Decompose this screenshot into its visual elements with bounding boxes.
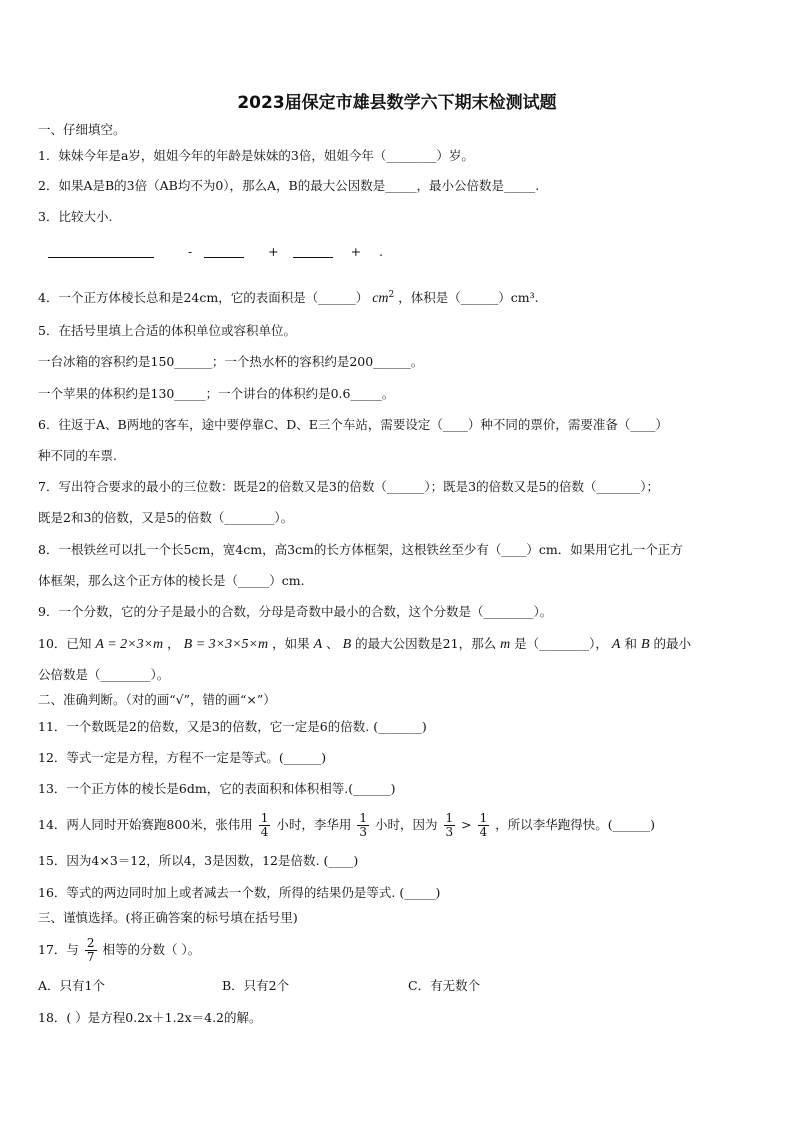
plus-sign: +: [350, 244, 362, 259]
denominator: 4: [479, 825, 488, 839]
question-10-continued: 公倍数是（________）。: [38, 667, 170, 682]
denominator: 7: [86, 950, 95, 964]
option-b: B．只有2个: [222, 978, 290, 993]
q10-text: 、: [326, 636, 339, 651]
question-5: 5．在括号里填上合适的体积单位或容积单位。: [38, 323, 296, 338]
q10-text: 的最大公因数是21，那么: [355, 636, 497, 651]
question-3-comparison-row: [48, 244, 383, 260]
section-2-heading: 二、准确判断。（对的画“√”，错的画“×”）: [38, 692, 276, 707]
fraction: [478, 812, 490, 839]
fraction: [357, 812, 369, 839]
section-3-heading: 三、谨慎选择。(将正确答案的标号填在括号里): [38, 910, 298, 925]
question-12: 12．等式一定是方程，方程不一定是等式。(______): [38, 750, 327, 765]
numerator: 1: [445, 811, 454, 825]
question-1: 1．妹妹今年是a岁，姐姐今年的年龄是妹妹的3倍，姐姐今年（________）岁。: [38, 148, 474, 163]
var-b: B: [640, 637, 650, 652]
unit-exponent: 2: [388, 290, 395, 300]
plus-sign: +: [268, 244, 279, 259]
question-8: 8．一根铁丝可以扎一个长5cm，宽4cm，高3cm的长方体框架，这根铁丝至少有（____）cm．如果用它扎一个正方: [38, 542, 683, 557]
question-5-line-a: 一台冰箱的容积约是150______；一个热水杯的容积约是200______。: [38, 354, 424, 369]
q10-comma: ，: [167, 636, 180, 651]
fraction: [259, 812, 271, 839]
question-6: 6．往返于A、B两地的客车，途中要停靠C、D、E三个车站，需要设定（____）种不同的票价，需要准备（____）: [38, 417, 668, 432]
q17-text: 相等的分数（ ）。: [102, 942, 201, 957]
q10-text: 和: [624, 636, 637, 651]
question-7: 7．写出符合要求的最小的三位数：既是2的倍数又是3的倍数（______）；既是3的倍数又是5的倍数（_______）；: [38, 479, 660, 494]
question-9: 9．一个分数，它的分子是最小的合数，分母是奇数中最小的合数，这个分数是（________）。: [38, 604, 553, 619]
q14-text: 14．两人同时开始赛跑800米，张伟用: [38, 817, 253, 832]
denominator: 3: [445, 825, 454, 839]
question-10: [38, 636, 691, 653]
question-4-part-a: 4．一个正方体棱长总和是24cm，它的表面积是（______）: [38, 290, 369, 306]
question-3: 3．比较大小.: [38, 209, 113, 224]
denominator: 3: [359, 825, 368, 839]
numerator: 1: [260, 811, 269, 825]
fraction: [444, 812, 456, 839]
formula-b: B = 3×3×5×m: [183, 637, 269, 652]
var-m: m: [500, 637, 511, 652]
page-title: 2023届保定市雄县数学六下期末检测试题: [237, 93, 557, 113]
numerator: 1: [359, 811, 368, 825]
minus-sign: -: [187, 244, 193, 259]
question-4: [38, 287, 539, 307]
q14-text: ，所以李华跑得快。(______): [495, 817, 655, 832]
var-b: B: [342, 637, 352, 652]
question-14: [38, 810, 655, 840]
answer-blank: [293, 245, 333, 258]
question-7-continued: 既是2和3的倍数，又是5的倍数（________）。: [38, 510, 294, 525]
numerator: 1: [479, 811, 488, 825]
fraction: [85, 937, 97, 964]
question-17: [38, 935, 200, 965]
question-4-part-b: ，体积是（______）cm³.: [398, 290, 539, 306]
denominator: 4: [260, 825, 269, 839]
option-c: C．有无数个: [408, 978, 481, 993]
var-a: A: [611, 637, 621, 652]
option-a: A．只有1个: [38, 978, 105, 993]
question-5-line-b: 一个苹果的体积约是130_____；一个讲台的体积约是0.6_____。: [38, 386, 395, 401]
question-6-continued: 种不同的车票.: [38, 448, 117, 463]
q14-text: 小时，李华用: [276, 817, 352, 832]
var-a: A: [313, 637, 323, 652]
period: .: [379, 244, 384, 259]
question-18: 18．( ）是方程0.2x＋1.2x＝4.2的解。: [38, 1010, 262, 1025]
question-13: 13．一个正方体的棱长是6dm，它的表面积和体积相等.(______): [38, 781, 396, 796]
q10-text: 10．已知: [38, 636, 92, 651]
question-11: 11．一个数既是2的倍数，又是3的倍数，它一定是6的倍数. (_______): [38, 719, 427, 734]
q14-text: 小时，因为: [375, 817, 438, 832]
section-1-heading: 一、仔细填空。: [38, 122, 126, 137]
q17-text: 17．与: [38, 942, 79, 957]
q10-text: ，如果: [272, 636, 310, 651]
question-15: 15．因为4×3＝12，所以4，3是因数，12是倍数. (____): [38, 853, 359, 868]
answer-blank: [48, 245, 154, 258]
greater-than-sign: >: [461, 817, 472, 832]
q10-text: 的最小: [653, 636, 692, 651]
numerator: 2: [86, 936, 95, 950]
unit-cm: cm: [372, 291, 389, 307]
question-2: 2．如果A是B的3倍（AB均不为0），那么A，B的最大公因数是_____，最小公倍数是_____.: [38, 178, 540, 193]
formula-a: A = 2×3×m: [95, 637, 164, 652]
question-8-continued: 体框架，那么这个正方体的棱长是（_____）cm.: [38, 573, 305, 588]
answer-blank: [204, 245, 244, 258]
q10-text: 是（________），: [514, 636, 608, 651]
question-16: 16．等式的两边同时加上或者减去一个数，所得的结果仍是等式. (_____): [38, 885, 441, 900]
